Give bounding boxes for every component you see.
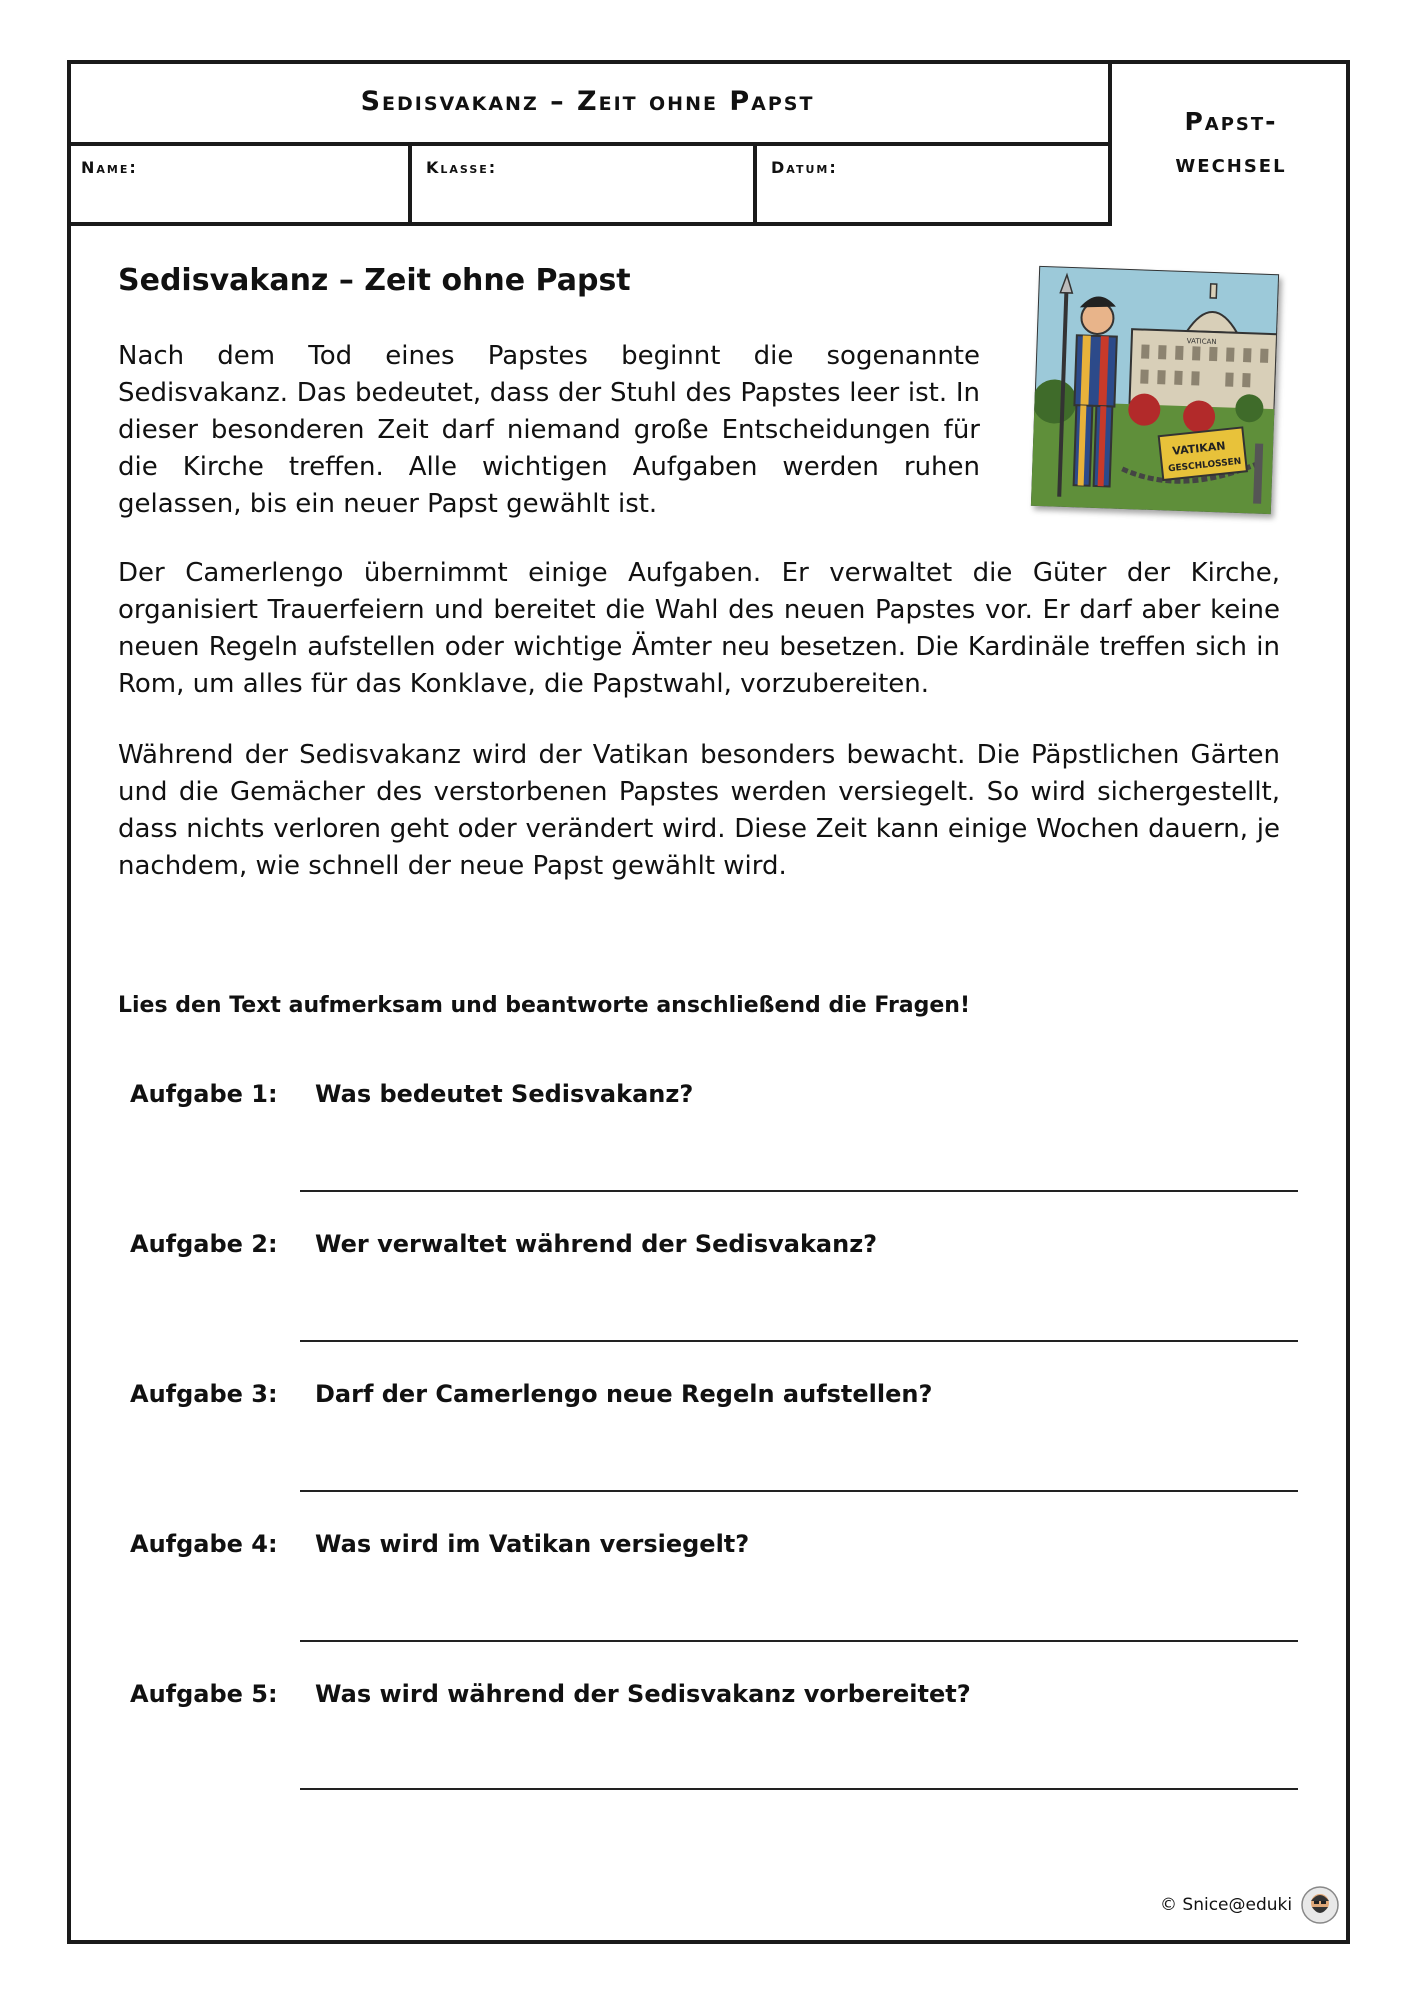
answer-line-4[interactable] [300, 1640, 1298, 1642]
task-label: Aufgabe 5: [130, 1680, 278, 1708]
side-label-cell [1112, 60, 1350, 226]
task-3 [130, 1380, 1310, 1420]
answer-line-5[interactable] [300, 1788, 1298, 1790]
task-label: Aufgabe 4: [130, 1530, 278, 1558]
name-field[interactable] [67, 146, 412, 226]
title-cell [67, 60, 1112, 146]
answer-line-1[interactable] [300, 1190, 1298, 1192]
swiss-guard-illustration [1031, 266, 1279, 514]
date-label: Datum: [771, 158, 838, 177]
article-paragraph-2: Der Camerlengo übernimmt einige Aufgaben. Er verwaltet die Güter der Kirche, organisiert Trauerfeiern und bereitet die Wahl des neuen Papstes vor. Er darf aber keine neuen Regeln aufstellen oder wichtige Ämter neu besetzen. Die Kardinäle treffen sich in Rom, um alles für das Konklave, die Papstwahl, vorzubereiten. [118, 558, 1280, 699]
date-field[interactable] [757, 146, 1112, 226]
side-label: Papst- wechsel [1175, 107, 1287, 178]
task-label: Aufgabe 3: [130, 1380, 278, 1408]
task-4 [130, 1530, 1310, 1570]
task-label: Aufgabe 2: [130, 1230, 278, 1258]
task-question: Wer verwaltet während der Sedisvakanz? [315, 1230, 878, 1258]
class-field[interactable] [412, 146, 757, 226]
worksheet-header [67, 60, 1350, 226]
sign-text-1: VATIKAN [1171, 439, 1227, 458]
answer-line-3[interactable] [300, 1490, 1298, 1492]
building-label: VATICAN [1186, 337, 1217, 347]
sign-text-2: GESCHLOSSEN [1167, 456, 1242, 475]
footer [1160, 1885, 1340, 1925]
task-question: Darf der Camerlengo neue Regeln aufstellen? [315, 1380, 933, 1408]
task-label: Aufgabe 1: [130, 1080, 278, 1108]
task-1 [130, 1080, 1310, 1120]
task-question: Was bedeutet Sedisvakanz? [315, 1080, 694, 1108]
article-paragraph-3: Während der Sedisvakanz wird der Vatikan besonders bewacht. Die Päpstlichen Gärten und die Gemächer des verstorbenen Papstes werden versiegelt. So wird sichergestellt, dass nichts verloren geht oder verändert wird. Diese Zeit kann einige Wochen dauern, je nachdem, wie schnell der neue Papst gewählt wird. [118, 740, 1280, 881]
class-label: Klasse: [426, 158, 498, 177]
copyright-text: © Snice@eduki [1160, 1895, 1293, 1915]
task-2 [130, 1230, 1310, 1270]
worksheet-title: Sedisvakanz – Zeit ohne Papst [360, 85, 815, 117]
instruction-text: Lies den Text aufmerksam und beantworte anschließend die Fragen! [118, 993, 971, 1018]
task-question: Was wird im Vatikan versiegelt? [315, 1530, 750, 1558]
name-label: Name: [81, 158, 138, 177]
task-5 [130, 1680, 1310, 1720]
article-paragraph-1: Nach dem Tod eines Papstes beginnt die sogenannte Sedisvakanz. Das bedeutet, dass der Stuhl des Papstes leer ist. In dieser besonderen Zeit darf niemand große Entscheidungen für die Kirche treffen. Alle wichtigen Aufgaben werden ruhen gelassen, bis ein neuer Papst gewählt ist. [118, 341, 980, 519]
answer-line-2[interactable] [300, 1340, 1298, 1342]
author-avatar-icon [1300, 1885, 1340, 1925]
task-question: Was wird während der Sedisvakanz vorbereitet? [315, 1680, 971, 1708]
article-heading: Sedisvakanz – Zeit ohne Papst [118, 263, 631, 298]
